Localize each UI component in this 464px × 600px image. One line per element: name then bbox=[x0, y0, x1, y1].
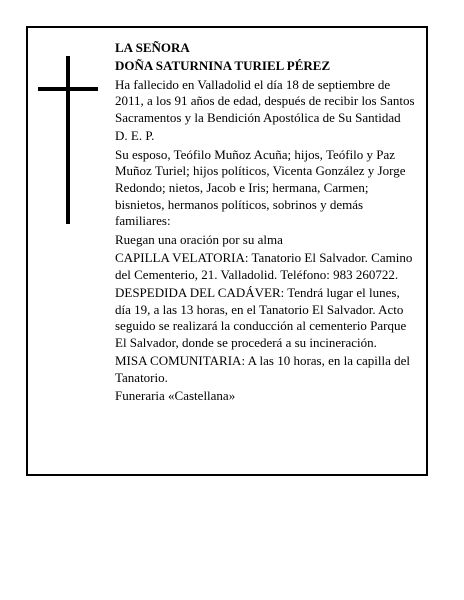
cross-icon bbox=[38, 56, 98, 224]
prayer-request: Ruegan una oración por su alma bbox=[115, 231, 283, 247]
mass-info: MISA COMUNITARIA: A las 10 horas, en la capilla del Tanatorio. bbox=[115, 353, 411, 386]
death-announcement: Ha fallecido en Valladolid el día 18 de septiembre de 2011, a los 91 años de edad, después de recibir los Santos Sacramentos y la Bendición Apostólica de Su Santidad bbox=[115, 76, 415, 125]
obituary-notice bbox=[26, 26, 428, 476]
funeral-home: Funeraria «Castellana» bbox=[115, 388, 236, 404]
chapel-info: CAPILLA VELATORIA: Tanatorio El Salvador. Camino del Cementerio, 21. Valladolid. Teléfono: 983 260722. bbox=[115, 250, 413, 282]
deceased-name: DOÑA SATURNINA TURIEL PÉREZ bbox=[115, 58, 331, 74]
obituary-text bbox=[115, 40, 415, 407]
cross-horizontal-bar bbox=[38, 87, 98, 91]
rip-line: D. E. P. bbox=[115, 128, 155, 144]
farewell-info: DESPEDIDA DEL CADÁVER: Tendrá lugar el lunes, día 19, a las 13 horas, en el Tanatorio El Salvador. Acto seguido se realizará la conducción al cementerio Parque El Salvador, donde se procederá a su incineración. bbox=[115, 285, 407, 351]
family-members: Su esposo, Teófilo Muñoz Acuña; hijos, Teófilo y Paz Muñoz Turiel; hijos políticos, Vicenta González y Jorge Redondo; nietos, Jacob e Iris; hermana, Carmen; bisnietos, hermanos políticos, sobrinos y demás familiares: bbox=[115, 146, 406, 229]
title-line-1: LA SEÑORA bbox=[115, 40, 190, 55]
cross-vertical-bar bbox=[66, 56, 70, 224]
